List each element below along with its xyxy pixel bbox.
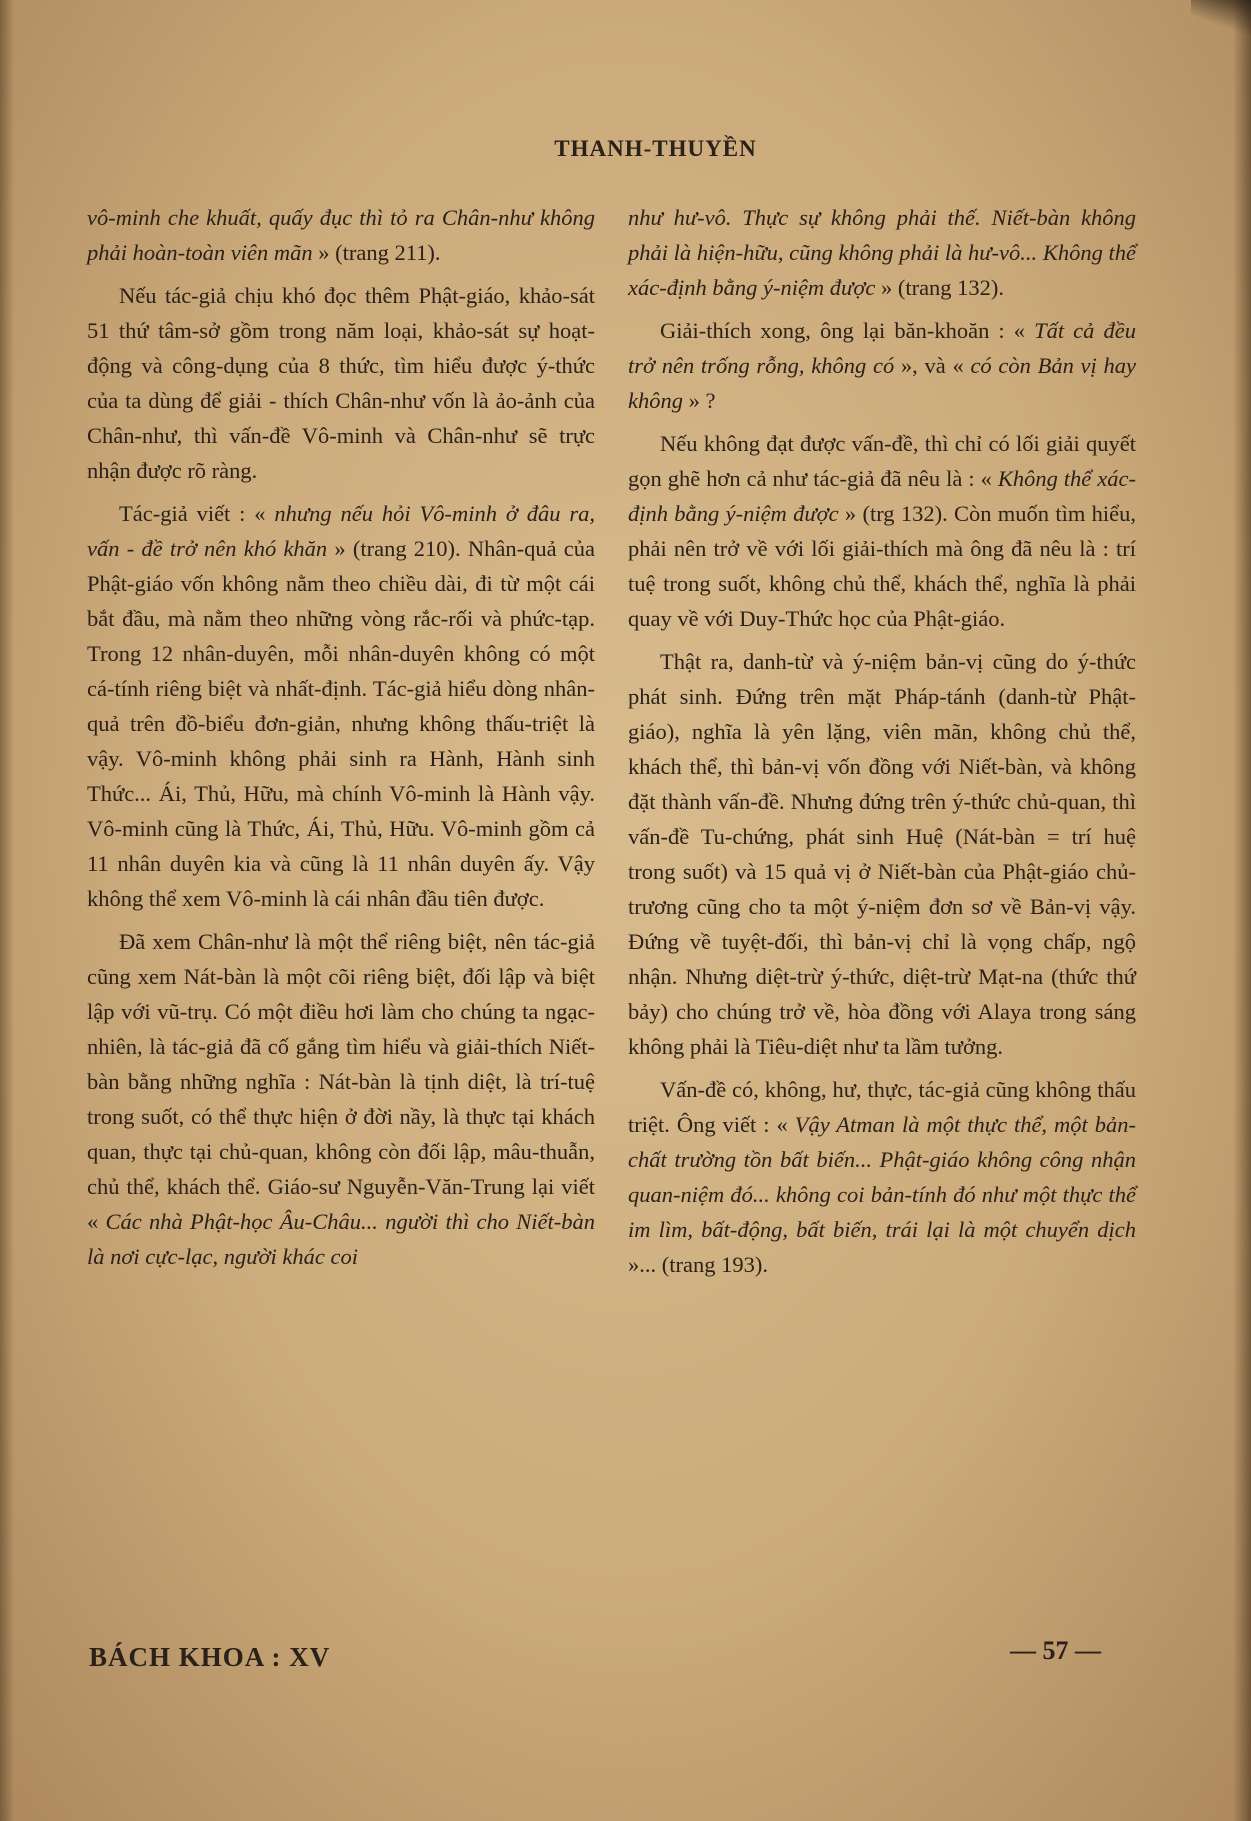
paragraph [628,200,1136,305]
page-header: THANH-THUYỀN [554,136,757,161]
paragraph: Thật ra, danh-từ và ý-niệm bản-vị cũng do ý-thức phát sinh. Đứng trên mặt Pháp-tánh (danh-từ Phật-giáo), nghĩa là yên lặng, viên mãn, không chủ thể, khách thể, thì bản-vị vốn đồng với Niết-bàn, và không đặt thành vấn-đề. Nhưng đứng trên ý-thức chủ-quan, thì vấn-đề Tu-chứng, phát sinh Huệ (Nát-bàn = trí huệ trong suốt) và 15 quả vị ở Niết-bàn của Phật-giáo chủ-trương cũng cho ta một ý-niệm đơn sơ về Bản-vị vậy. Đứng về tuyệt-đối, thì bản-vị chỉ là vọng chấp, ngộ nhận. Nhưng diệt-trừ ý-thức, diệt-trừ Mạt-na (thức thứ bảy) cho chúng trở về, hòa đồng với Alaya trong sáng không phải là Tiêu-diệt như ta lầm tưởng. [628,649,1136,1059]
text-run: Nếu không đạt được vấn-đề, thì chỉ có lối giải quyết gọn ghẽ hơn cả như tác-giả đã nêu là : « [628,431,1136,491]
quote-text: nhưng nếu hỏi Vô-minh ở đâu ra, vấn - đề trở nên khó khăn [87,501,595,561]
text-run: » (trg 132). Còn muốn tìm hiểu, phải nên trở về với lối giải-thích mà ông đã nêu là : trí tuệ trong suốt, không chủ thể, khách thể, nghĩa là phải quay về với Duy-Thức học của Phật-giáo. [628,501,1137,631]
text-run: »... (trang 193). [628,1252,768,1277]
magazine-footer: BÁCH KHOA : XV [89,1642,331,1672]
left-column [87,200,595,1282]
page-number: — 57 — [1010,1636,1101,1665]
page-shadow-left [0,0,14,1821]
folded-corner [1191,0,1251,40]
quote-text: Tất cả đều trở nên trống rỗng, không có [628,318,1136,378]
paragraph [87,496,595,916]
text-run: Tác-giả viết : « [119,501,275,526]
quote-text: Vậy Atman là một thực thể, một bản-chất trường tồn bất biến... Phật-giáo không công nhận quan-niệm đó... không coi bản-tính đó như một thực thể im lìm, bất-động, bất biến, trái lại là một chuyển dịch [628,1112,1136,1242]
quote-text: có còn Bản vị hay không [628,353,1136,413]
paragraph [87,924,595,1274]
paragraph [628,1072,1136,1282]
paragraph: Nếu tác-giả chịu khó đọc thêm Phật-giáo, khảo-sát 51 thứ tâm-sở gồm trong năm loại, khảo-sát sự hoạt-động và công-dụng của 8 thức, tìm hiểu được ý-thức của ta dùng để giải - thích Chân-như vốn là ảo-ảnh của Chân-như, thì vấn-đề Vô-minh và Chân-như sẽ trực nhận được rõ ràng. [87,283,595,483]
paragraph [87,200,595,270]
paragraph [628,313,1136,418]
quote-text: vô-minh che khuất, quấy đục thì tỏ ra Chân-như không phải hoàn-toàn viên mãn [87,205,595,265]
right-column [628,200,1136,1290]
citation: » (trang 211). [312,240,441,265]
quote-text: Không thể xác-định bằng ý-niệm được [628,466,1136,526]
text-run: Đã xem Chân-như là một thể riêng biệt, nên tác-giả cũng xem Nát-bàn là một cõi riêng biệt, đối lập và biệt lập với vũ-trụ. Có một điều hơi làm cho chúng ta ngạc-nhiên, là tác-giả đã cố gắng tìm hiểu và giải-thích Niết-bàn bằng những nghĩa : Nát-bàn là tịnh diệt, là trí-tuệ trong suốt, có thể thực hiện ở đời nầy, là thực tại khách quan, thực tại chủ-quan, không còn đối lập, mâu-thuẫn, chủ thể, khách thể. Giáo-sư Nguyễn-Văn-Trung lại viết « [87,929,595,1234]
text-run: », và « [894,353,971,378]
page-shadow-right [1233,0,1251,1821]
quote-text: như hư-vô. Thực sự không phải thế. Niết-bàn không phải là hiện-hữu, cũng không phải là hư-vô... Không thể xác-định bằng ý-niệm được [628,205,1136,300]
text-run: » (trang 210). Nhân-quả của Phật-giáo vốn không nằm theo chiều dài, đi từ một cái bắt đầu, mà nằm theo những vòng rắc-rối và phức-tạp. Trong 12 nhân-duyên, mỗi nhân-duyên không có một cá-tính riêng biệt và nhất-định. Tác-giả hiểu dòng nhân-quả trên đồ-biểu đơn-giản, nhưng không thấu-triệt là vậy. Vô-minh không phải sinh ra Hành, Hành sinh Thức... Ái, Thủ, Hữu, mà chính Vô-minh là Hành vậy. Vô-minh cũng là Thức, Ái, Thủ, Hữu. Vô-minh gồm cả 11 nhân duyên kia và cũng là 11 nhân duyên ấy. Vậy không thể xem Vô-minh là cái nhân đầu tiên được. [87,536,595,911]
text-run: Vấn-đề có, không, hư, thực, tác-giả cũng không thấu triệt. Ông viết : « [628,1077,1136,1137]
text-run: » ? [683,388,716,413]
quote-text: Các nhà Phật-học Âu-Châu... người thì cho Niết-bàn là nơi cực-lạc, người khác coi [87,1209,596,1269]
text-run: Giải-thích xong, ông lại băn-khoăn : « [660,318,1035,343]
citation: » (trang 132). [875,275,1005,300]
paragraph [628,426,1136,636]
